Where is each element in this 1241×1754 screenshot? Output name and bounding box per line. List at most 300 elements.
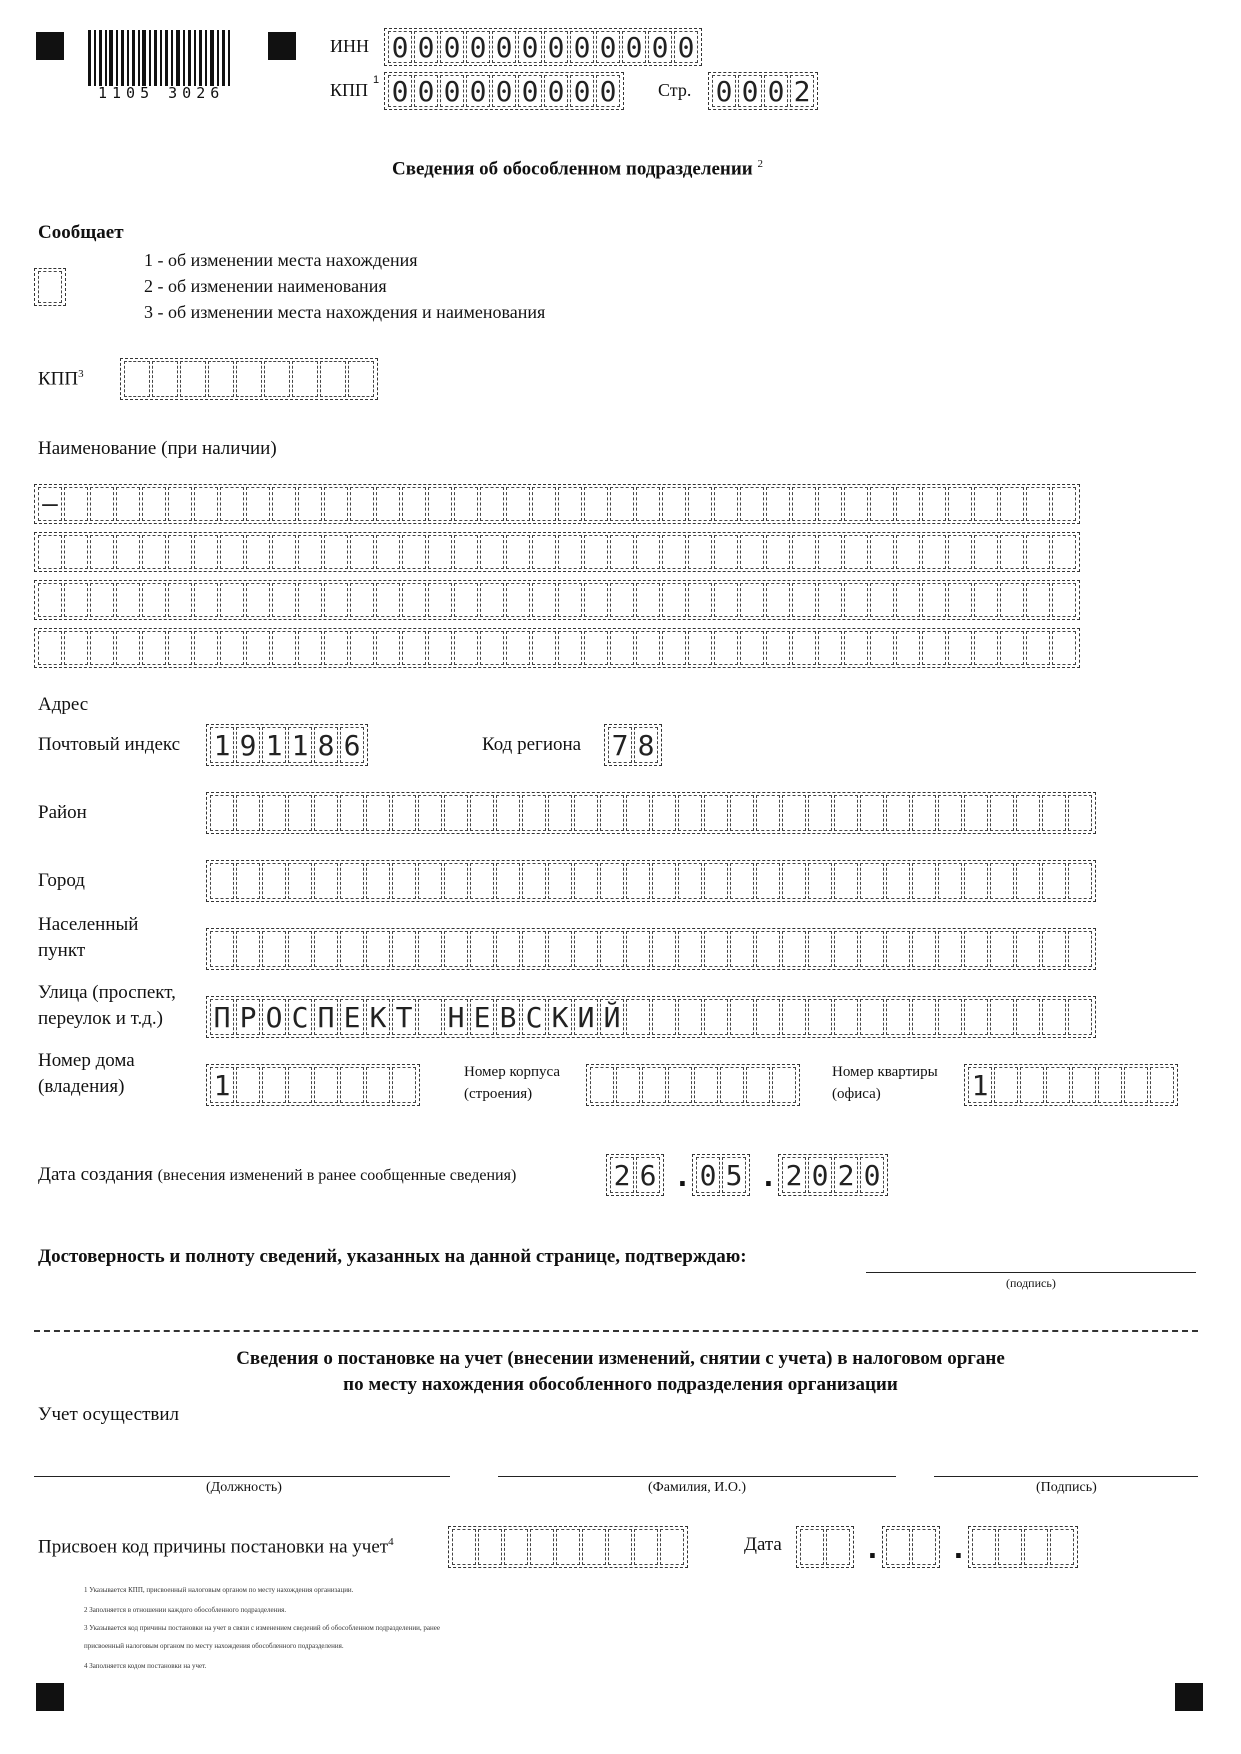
- char-cell: 0: [440, 31, 464, 63]
- char-cell: [886, 931, 910, 967]
- page-title-text: Сведения об обособленном подразделении: [392, 158, 753, 180]
- char-cell: [662, 487, 686, 521]
- char-cell: [220, 583, 244, 617]
- char-cell: [480, 487, 504, 521]
- char-cell: [1042, 931, 1066, 967]
- locality-field[interactable]: [206, 928, 1096, 970]
- char-cell: [522, 795, 546, 831]
- registration-title-line1: Сведения о постановке на учет (внесении изменений, снятии с учета) в налоговом органе: [236, 1348, 1005, 1369]
- char-cell: [1150, 1067, 1174, 1103]
- char-cell: [860, 795, 884, 831]
- char-cell: 2: [790, 75, 814, 107]
- registrar-signature-line[interactable]: [934, 1476, 1198, 1477]
- char-cell: [1050, 1529, 1074, 1565]
- region-code-label: Код региона: [482, 734, 582, 755]
- char-cell: [452, 1529, 476, 1565]
- char-cell: [376, 631, 400, 665]
- char-cell: [90, 535, 114, 569]
- char-cell: 2: [782, 1157, 806, 1193]
- char-cell: Р: [236, 999, 260, 1035]
- char-cell: [262, 863, 286, 899]
- signature-line[interactable]: [866, 1272, 1196, 1273]
- char-cell: [808, 999, 832, 1035]
- char-cell: [922, 487, 946, 521]
- char-cell: [38, 535, 62, 569]
- char-cell: [314, 863, 338, 899]
- char-cell: [678, 795, 702, 831]
- assigned-code-footnote-ref: 4: [388, 1536, 394, 1548]
- char-cell: [688, 583, 712, 617]
- char-cell: П: [314, 999, 338, 1035]
- char-cell: [782, 795, 806, 831]
- char-cell: [522, 863, 546, 899]
- name-row-3[interactable]: [34, 580, 1080, 620]
- page-number-field[interactable]: [708, 72, 818, 110]
- char-cell: 0: [492, 31, 516, 63]
- char-cell: [428, 583, 452, 617]
- char-cell: [616, 1067, 640, 1103]
- char-cell: [600, 795, 624, 831]
- char-cell: Н: [444, 999, 468, 1035]
- char-cell: [1068, 999, 1092, 1035]
- char-cell: [678, 863, 702, 899]
- char-cell: [782, 931, 806, 967]
- char-cell: 0: [764, 75, 788, 107]
- char-cell: [532, 583, 556, 617]
- char-cell: [504, 1529, 528, 1565]
- page-title-footnote-ref: 2: [757, 158, 764, 170]
- char-cell: [610, 535, 634, 569]
- char-cell: 2: [610, 1157, 634, 1193]
- postal-code-field[interactable]: [206, 724, 368, 766]
- char-cell: [454, 535, 478, 569]
- char-cell: [886, 1529, 910, 1565]
- char-cell: [826, 1529, 850, 1565]
- char-cell: [1052, 583, 1076, 617]
- char-cell: [220, 631, 244, 665]
- char-cell: [636, 631, 660, 665]
- char-cell: [340, 795, 364, 831]
- char-cell: [350, 487, 374, 521]
- char-cell: [402, 535, 426, 569]
- char-cell: [990, 931, 1014, 967]
- char-cell: 0: [596, 75, 620, 107]
- char-cell: [64, 535, 88, 569]
- name-row-1[interactable]: [34, 484, 1080, 524]
- creation-date-label-main: Дата создания: [38, 1164, 153, 1185]
- signature-caption: (подпись): [1006, 1276, 1056, 1290]
- char-cell: [730, 931, 754, 967]
- char-cell: [480, 631, 504, 665]
- char-cell: [922, 631, 946, 665]
- char-cell: [688, 487, 712, 521]
- char-cell: [626, 795, 650, 831]
- char-cell: [818, 583, 842, 617]
- char-cell: [236, 931, 260, 967]
- assigned-code-label: [38, 1536, 394, 1558]
- char-cell: [324, 583, 348, 617]
- assigned-kpp-field[interactable]: [448, 1526, 688, 1568]
- char-cell: [688, 631, 712, 665]
- char-cell: [90, 487, 114, 521]
- char-cell: [272, 535, 296, 569]
- char-cell: [636, 487, 660, 521]
- char-cell: [662, 535, 686, 569]
- char-cell: 0: [622, 31, 646, 63]
- char-cell: [756, 795, 780, 831]
- name-row-2[interactable]: [34, 532, 1080, 572]
- char-cell: [626, 931, 650, 967]
- char-cell: [652, 931, 676, 967]
- char-cell: [444, 863, 468, 899]
- char-cell: [1068, 931, 1092, 967]
- city-field[interactable]: [206, 860, 1096, 902]
- char-cell: [314, 795, 338, 831]
- address-label: Адрес: [38, 694, 89, 715]
- char-cell: [870, 535, 894, 569]
- registration-date-day[interactable]: [796, 1526, 854, 1568]
- char-cell: [974, 487, 998, 521]
- char-cell: [974, 583, 998, 617]
- char-cell: [1046, 1067, 1070, 1103]
- char-cell: [740, 583, 764, 617]
- char-cell: [376, 487, 400, 521]
- position-caption: (Должность): [206, 1480, 282, 1495]
- char-cell: [208, 361, 234, 397]
- char-cell: [912, 795, 936, 831]
- char-cell: [168, 487, 192, 521]
- char-cell: [834, 795, 858, 831]
- char-cell: [896, 631, 920, 665]
- position-line[interactable]: [34, 1476, 450, 1477]
- char-cell: [886, 999, 910, 1035]
- char-cell: [116, 535, 140, 569]
- char-cell: [678, 931, 702, 967]
- char-cell: [896, 487, 920, 521]
- street-label-line2: переулок и т.д.): [38, 1008, 163, 1029]
- char-cell: 0: [544, 31, 568, 63]
- footnote-3: 3 Указывается код причины постановки на учет в связи с изменением сведений об обособленном подразделении, ранее: [84, 1624, 440, 1632]
- char-cell: [808, 931, 832, 967]
- char-cell: [496, 931, 520, 967]
- char-cell: [922, 535, 946, 569]
- char-cell: [990, 863, 1014, 899]
- char-cell: [792, 631, 816, 665]
- char-cell: [470, 931, 494, 967]
- char-cell: [366, 931, 390, 967]
- creation-date-day[interactable]: [606, 1154, 664, 1196]
- inn-field[interactable]: [384, 28, 702, 66]
- char-cell: 1: [288, 727, 312, 763]
- inn-label: ИНН: [330, 36, 369, 56]
- char-cell: [1026, 487, 1050, 521]
- char-cell: 0: [466, 75, 490, 107]
- char-cell: [730, 999, 754, 1035]
- char-cell: [246, 631, 270, 665]
- page-label: Стр.: [658, 80, 692, 100]
- char-cell: [938, 999, 962, 1035]
- char-cell: [376, 583, 400, 617]
- char-cell: [392, 1067, 416, 1103]
- char-cell: [264, 361, 290, 397]
- char-cell: [366, 1067, 390, 1103]
- char-cell: [818, 631, 842, 665]
- char-cell: [116, 631, 140, 665]
- kpp3-label-text: КПП: [38, 368, 79, 390]
- report-option-3: 3 - об изменении места нахождения и наименования: [144, 302, 546, 322]
- report-code-field[interactable]: [34, 268, 66, 306]
- char-cell: [756, 931, 780, 967]
- char-cell: [782, 863, 806, 899]
- char-cell: П: [210, 999, 234, 1035]
- char-cell: К: [366, 999, 390, 1035]
- char-cell: [626, 999, 650, 1035]
- char-cell: [496, 795, 520, 831]
- char-cell: [418, 999, 442, 1035]
- char-cell: –: [38, 487, 62, 521]
- char-cell: [860, 863, 884, 899]
- char-cell: [506, 583, 530, 617]
- char-cell: [714, 631, 738, 665]
- char-cell: [298, 583, 322, 617]
- char-cell: [272, 487, 296, 521]
- char-cell: [1042, 795, 1066, 831]
- char-cell: [428, 631, 452, 665]
- char-cell: [636, 583, 660, 617]
- char-cell: [714, 487, 738, 521]
- char-cell: [938, 795, 962, 831]
- char-cell: [272, 631, 296, 665]
- char-cell: [444, 795, 468, 831]
- char-cell: [626, 863, 650, 899]
- char-cell: [704, 795, 728, 831]
- building-label-line2: (строения): [464, 1086, 533, 1102]
- char-cell: [746, 1067, 770, 1103]
- char-cell: [714, 583, 738, 617]
- char-cell: [818, 535, 842, 569]
- char-cell: [392, 931, 416, 967]
- char-cell: [704, 863, 728, 899]
- char-cell: 0: [388, 31, 412, 63]
- char-cell: 0: [648, 31, 672, 63]
- char-cell: [90, 631, 114, 665]
- char-cell: 0: [696, 1157, 720, 1193]
- char-cell: [800, 1529, 824, 1565]
- char-cell: [922, 583, 946, 617]
- name-row-4[interactable]: [34, 628, 1080, 668]
- char-cell: [480, 583, 504, 617]
- cut-line: [34, 1330, 1198, 1332]
- apartment-number-field[interactable]: [964, 1064, 1178, 1106]
- registration-date-year[interactable]: [968, 1526, 1078, 1568]
- char-cell: [340, 931, 364, 967]
- apartment-label-line1: Номер квартиры: [832, 1064, 938, 1080]
- char-cell: [730, 795, 754, 831]
- char-cell: [582, 1529, 606, 1565]
- char-cell: [1068, 863, 1092, 899]
- char-cell: [994, 1067, 1018, 1103]
- char-cell: [262, 931, 286, 967]
- char-cell: [366, 863, 390, 899]
- char-cell: [320, 361, 346, 397]
- char-cell: [652, 795, 676, 831]
- char-cell: Е: [470, 999, 494, 1035]
- char-cell: [834, 999, 858, 1035]
- char-cell: 9: [236, 727, 260, 763]
- char-cell: [600, 863, 624, 899]
- char-cell: [990, 795, 1014, 831]
- char-cell: [236, 1067, 260, 1103]
- char-cell: [272, 583, 296, 617]
- char-cell: [584, 487, 608, 521]
- char-cell: 1: [262, 727, 286, 763]
- char-cell: [574, 863, 598, 899]
- district-field[interactable]: [206, 792, 1096, 834]
- char-cell: [142, 487, 166, 521]
- creation-date-label-note: (внесения изменений в ранее сообщенные сведения): [157, 1167, 517, 1184]
- char-cell: [376, 535, 400, 569]
- char-cell: 0: [544, 75, 568, 107]
- char-cell: [418, 931, 442, 967]
- char-cell: 0: [674, 31, 698, 63]
- char-cell: [766, 631, 790, 665]
- char-cell: [428, 535, 452, 569]
- char-cell: [714, 535, 738, 569]
- char-cell: [324, 487, 348, 521]
- char-cell: [948, 631, 972, 665]
- char-cell: [610, 487, 634, 521]
- char-cell: [870, 631, 894, 665]
- report-option-1: 1 - об изменении места нахождения: [144, 250, 418, 270]
- char-cell: [220, 535, 244, 569]
- char-cell: 0: [712, 75, 736, 107]
- region-code-field[interactable]: [604, 724, 662, 766]
- char-cell: Т: [392, 999, 416, 1035]
- char-cell: [236, 361, 262, 397]
- kpp-footnote-ref: 1: [373, 74, 380, 86]
- char-cell: [948, 583, 972, 617]
- footnote-4: 4 Заполняется кодом постановки на учет.: [84, 1662, 207, 1670]
- char-cell: [1024, 1529, 1048, 1565]
- char-cell: 0: [518, 31, 542, 63]
- char-cell: [522, 931, 546, 967]
- char-cell: [38, 583, 62, 617]
- char-cell: [548, 931, 572, 967]
- registration-date-month[interactable]: [882, 1526, 940, 1568]
- char-cell: [740, 487, 764, 521]
- char-cell: [766, 535, 790, 569]
- char-cell: [990, 999, 1014, 1035]
- char-cell: [912, 999, 936, 1035]
- char-cell: [470, 795, 494, 831]
- creation-date-month[interactable]: [692, 1154, 750, 1196]
- char-cell: [886, 795, 910, 831]
- char-cell: [948, 535, 972, 569]
- char-cell: [756, 999, 780, 1035]
- char-cell: [600, 931, 624, 967]
- report-label: Сообщает: [38, 222, 124, 243]
- char-cell: [818, 487, 842, 521]
- char-cell: [740, 631, 764, 665]
- char-cell: [662, 583, 686, 617]
- char-cell: [694, 1067, 718, 1103]
- char-cell: [792, 535, 816, 569]
- char-cell: [938, 863, 962, 899]
- char-cell: [834, 863, 858, 899]
- char-cell: [142, 631, 166, 665]
- kpp-field[interactable]: [384, 72, 624, 110]
- registration-date-label: Дата: [744, 1534, 782, 1555]
- char-cell: [584, 535, 608, 569]
- char-cell: [662, 631, 686, 665]
- char-cell: 0: [466, 31, 490, 63]
- char-cell: [1000, 535, 1024, 569]
- char-cell: [860, 931, 884, 967]
- street-field[interactable]: [206, 996, 1096, 1038]
- page-title: [392, 158, 763, 180]
- char-cell: [292, 361, 318, 397]
- char-cell: [678, 999, 702, 1035]
- kpp3-field[interactable]: [120, 358, 378, 400]
- creation-date-year[interactable]: [778, 1154, 888, 1196]
- char-cell: [142, 535, 166, 569]
- char-cell: [548, 795, 572, 831]
- apartment-label-line2: (офиса): [832, 1086, 881, 1102]
- char-cell: [610, 583, 634, 617]
- char-cell: 1: [210, 727, 234, 763]
- char-cell: [766, 583, 790, 617]
- char-cell: [844, 631, 868, 665]
- building-label-line1: Номер корпуса: [464, 1064, 560, 1080]
- char-cell: [532, 487, 556, 521]
- char-cell: [142, 583, 166, 617]
- char-cell: С: [522, 999, 546, 1035]
- char-cell: [792, 487, 816, 521]
- char-cell: С: [288, 999, 312, 1035]
- house-number-field[interactable]: [206, 1064, 420, 1106]
- registration-mark-bottom-right: [1175, 1683, 1203, 1711]
- kpp3-label: [38, 368, 84, 390]
- char-cell: 0: [860, 1157, 884, 1193]
- char-cell: [844, 583, 868, 617]
- char-cell: [506, 487, 530, 521]
- char-cell: [350, 583, 374, 617]
- char-cell: [210, 795, 234, 831]
- char-cell: [194, 487, 218, 521]
- char-cell: [236, 795, 260, 831]
- char-cell: [194, 535, 218, 569]
- char-cell: [116, 583, 140, 617]
- char-cell: 2: [834, 1157, 858, 1193]
- fio-line[interactable]: [498, 1476, 896, 1477]
- char-cell: [634, 1529, 658, 1565]
- char-cell: [1042, 863, 1066, 899]
- char-cell: И: [574, 999, 598, 1035]
- char-cell: [584, 583, 608, 617]
- char-cell: 0: [738, 75, 762, 107]
- char-cell: [964, 795, 988, 831]
- char-cell: [298, 535, 322, 569]
- char-cell: [418, 863, 442, 899]
- assigned-code-label-text: Присвоен код причины постановки на учет: [38, 1536, 389, 1558]
- building-number-field[interactable]: [586, 1064, 800, 1106]
- char-cell: [704, 999, 728, 1035]
- char-cell: [506, 535, 530, 569]
- barcode-bars: [88, 30, 238, 86]
- char-cell: [418, 795, 442, 831]
- char-cell: [350, 631, 374, 665]
- char-cell: [964, 863, 988, 899]
